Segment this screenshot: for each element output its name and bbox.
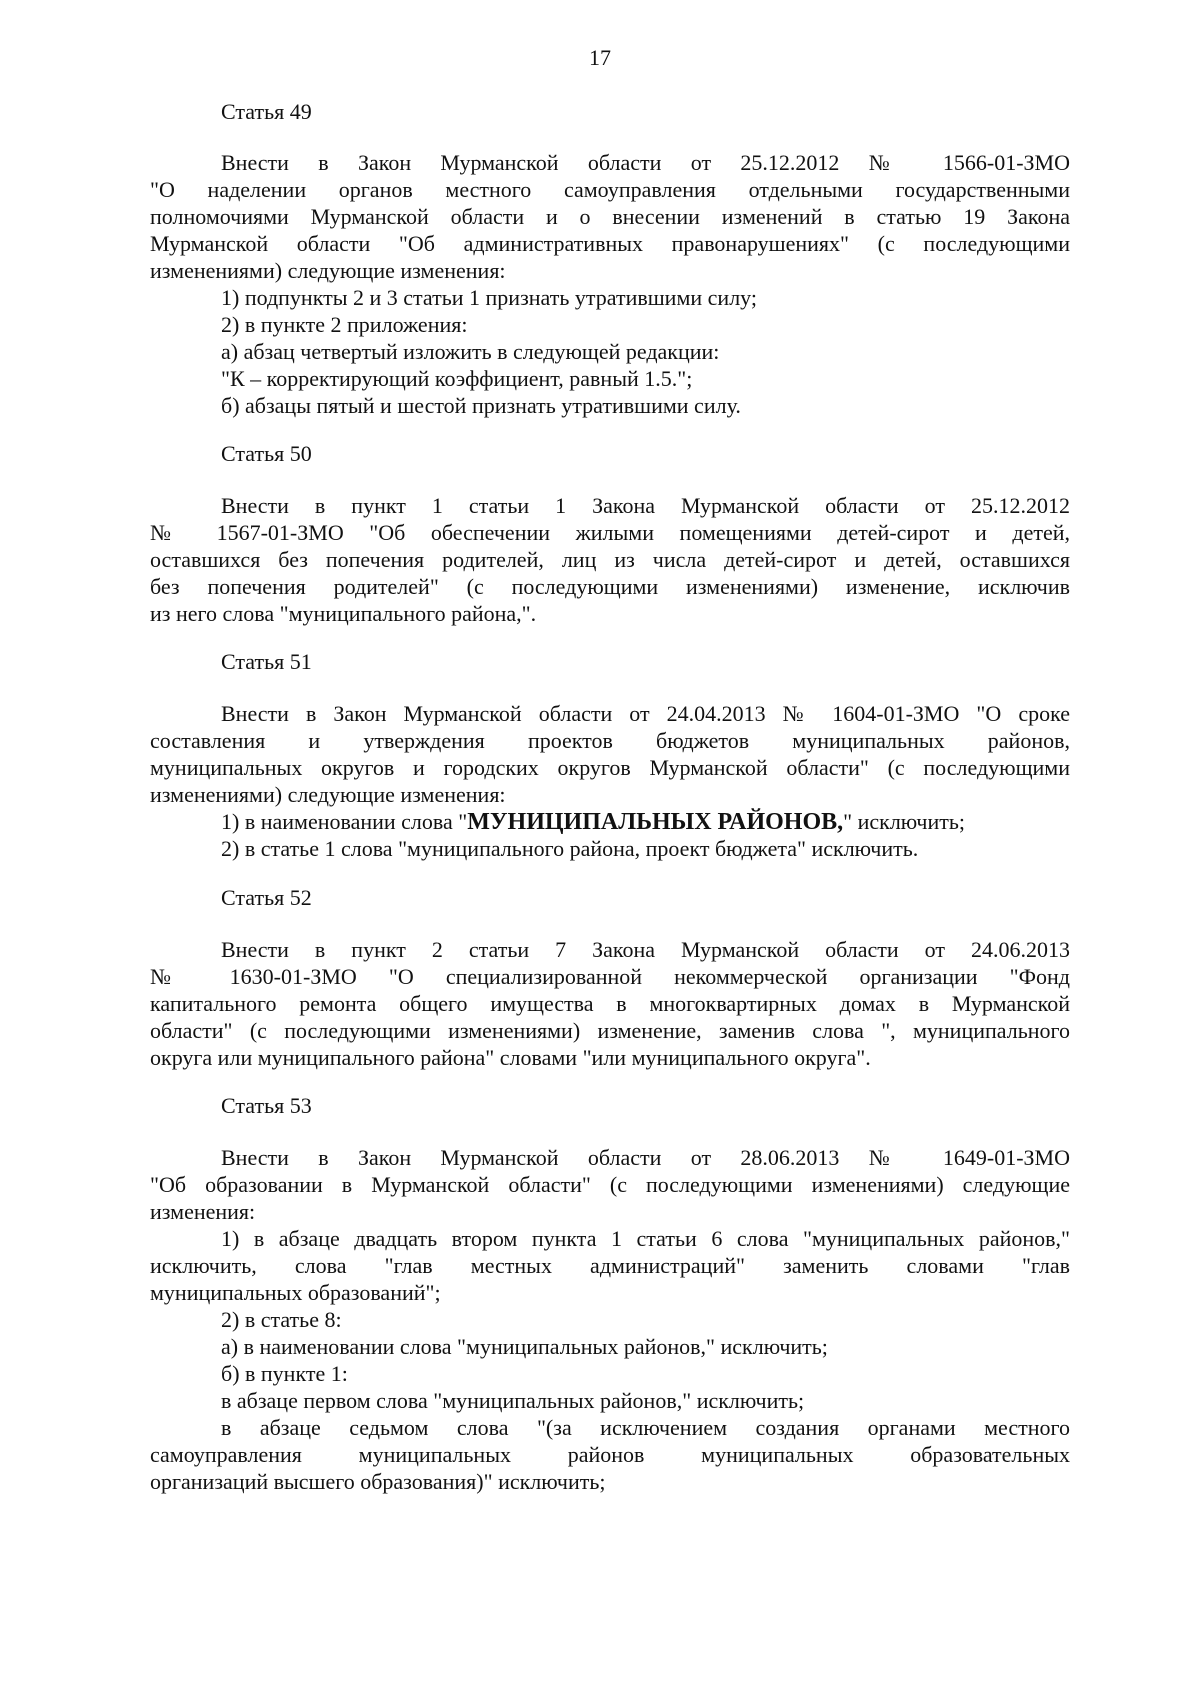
paragraph-line: Внести в Закон Мурманской области от 28.06.2013 № 1649-01-ЗМО (221, 1145, 1070, 1170)
paragraph-line: области" (с последующими изменениями) изменение, заменив слова ", муниципального (150, 1018, 1070, 1043)
paragraph-line: в абзаце седьмом слова "(за исключением создания органами местного (221, 1415, 1070, 1440)
paragraph-line: муниципальных округов и городских округов Мурманской области" (с последующими (150, 755, 1070, 780)
paragraph-line: изменениями) следующие изменения: (150, 258, 506, 283)
list-item: б) в пункте 1: (221, 1361, 348, 1386)
paragraph-line: из него слова "муниципального района,". (150, 601, 537, 626)
paragraph-line: Внести в Закон Мурманской области от 24.04.2013 № 1604-01-ЗМО "О сроке (221, 701, 1070, 726)
paragraph-line: Мурманской области "Об административных правонарушениях" (с последующими (150, 231, 1070, 256)
paragraph-line: самоуправления муниципальных районов муниципальных образовательных (150, 1442, 1070, 1467)
paragraph-line: изменениями) следующие изменения: (150, 782, 506, 807)
paragraph-line: Внести в Закон Мурманской области от 25.12.2012 № 1566-01-ЗМО (221, 150, 1070, 175)
list-item: а) абзац четвертый изложить в следующей редакции: (221, 339, 720, 364)
paragraph-line: округа или муниципального района" словами "или муниципального округа". (150, 1045, 871, 1070)
list-item: 2) в статье 8: (221, 1307, 342, 1332)
bold-term: МУНИЦИПАЛЬНЫХ РАЙОНОВ, (467, 809, 844, 835)
page-number: 17 (589, 45, 611, 70)
list-item (221, 808, 1070, 836)
paragraph-line: № 1567-01-ЗМО "Об обеспечении жилыми помещениями детей-сирот и детей, (150, 520, 1070, 545)
list-item: б) абзацы пятый и шестой признать утратившими силу. (221, 393, 741, 418)
paragraph-line: организаций высшего образования)" исключить; (150, 1469, 606, 1494)
list-item-text: 1) в наименовании слова " (221, 809, 468, 834)
paragraph-line: Внести в пункт 1 статьи 1 Закона Мурманской области от 25.12.2012 (221, 493, 1070, 518)
article-heading: Статья 52 (221, 885, 312, 910)
article-heading: Статья 50 (221, 441, 312, 466)
list-item: "К – корректирующий коэффициент, равный 1.5."; (221, 366, 693, 391)
paragraph-line: составления и утверждения проектов бюджетов муниципальных районов, (150, 728, 1070, 753)
article-heading: Статья 51 (221, 649, 312, 674)
paragraph-line: оставшихся без попечения родителей, лиц из числа детей-сирот и детей, оставшихся (150, 547, 1070, 572)
paragraph-line: "О наделении органов местного самоуправления отдельными государственными (150, 177, 1070, 202)
paragraph-line: 1) в абзаце двадцать втором пункта 1 статьи 6 слова "муниципальных районов," (221, 1226, 1070, 1251)
paragraph-line: без попечения родителей" (с последующими изменениями) изменение, исключив (150, 574, 1070, 599)
paragraph-line: Внести в пункт 2 статьи 7 Закона Мурманской области от 24.06.2013 (221, 937, 1070, 962)
list-item: 2) в статье 1 слова "муниципального района, проект бюджета" исключить. (221, 836, 919, 861)
paragraph-line: полномочиями Мурманской области и о внесении изменений в статью 19 Закона (150, 204, 1070, 229)
article-heading: Статья 49 (221, 99, 312, 124)
paragraph-line: исключить, слова "глав местных администраций" заменить словами "глав (150, 1253, 1070, 1278)
list-item: 1) подпункты 2 и 3 статьи 1 признать утратившими силу; (221, 285, 757, 310)
paragraph-line: изменения: (150, 1199, 256, 1224)
paragraph-line: "Об образовании в Мурманской области" (с последующими изменениями) следующие (150, 1172, 1070, 1197)
list-item: в абзаце первом слова "муниципальных районов," исключить; (221, 1388, 805, 1413)
paragraph-line: капитального ремонта общего имущества в многоквартирных домах в Мурманской (150, 991, 1070, 1016)
paragraph-line: муниципальных образований"; (150, 1280, 441, 1305)
list-item: 2) в пункте 2 приложения: (221, 312, 468, 337)
paragraph-line: № 1630-01-ЗМО "О специализированной некоммерческой организации "Фонд (150, 964, 1070, 989)
article-heading: Статья 53 (221, 1093, 312, 1118)
list-item-text: " исключить; (843, 809, 966, 834)
list-item: а) в наименовании слова "муниципальных районов," исключить; (221, 1334, 828, 1359)
